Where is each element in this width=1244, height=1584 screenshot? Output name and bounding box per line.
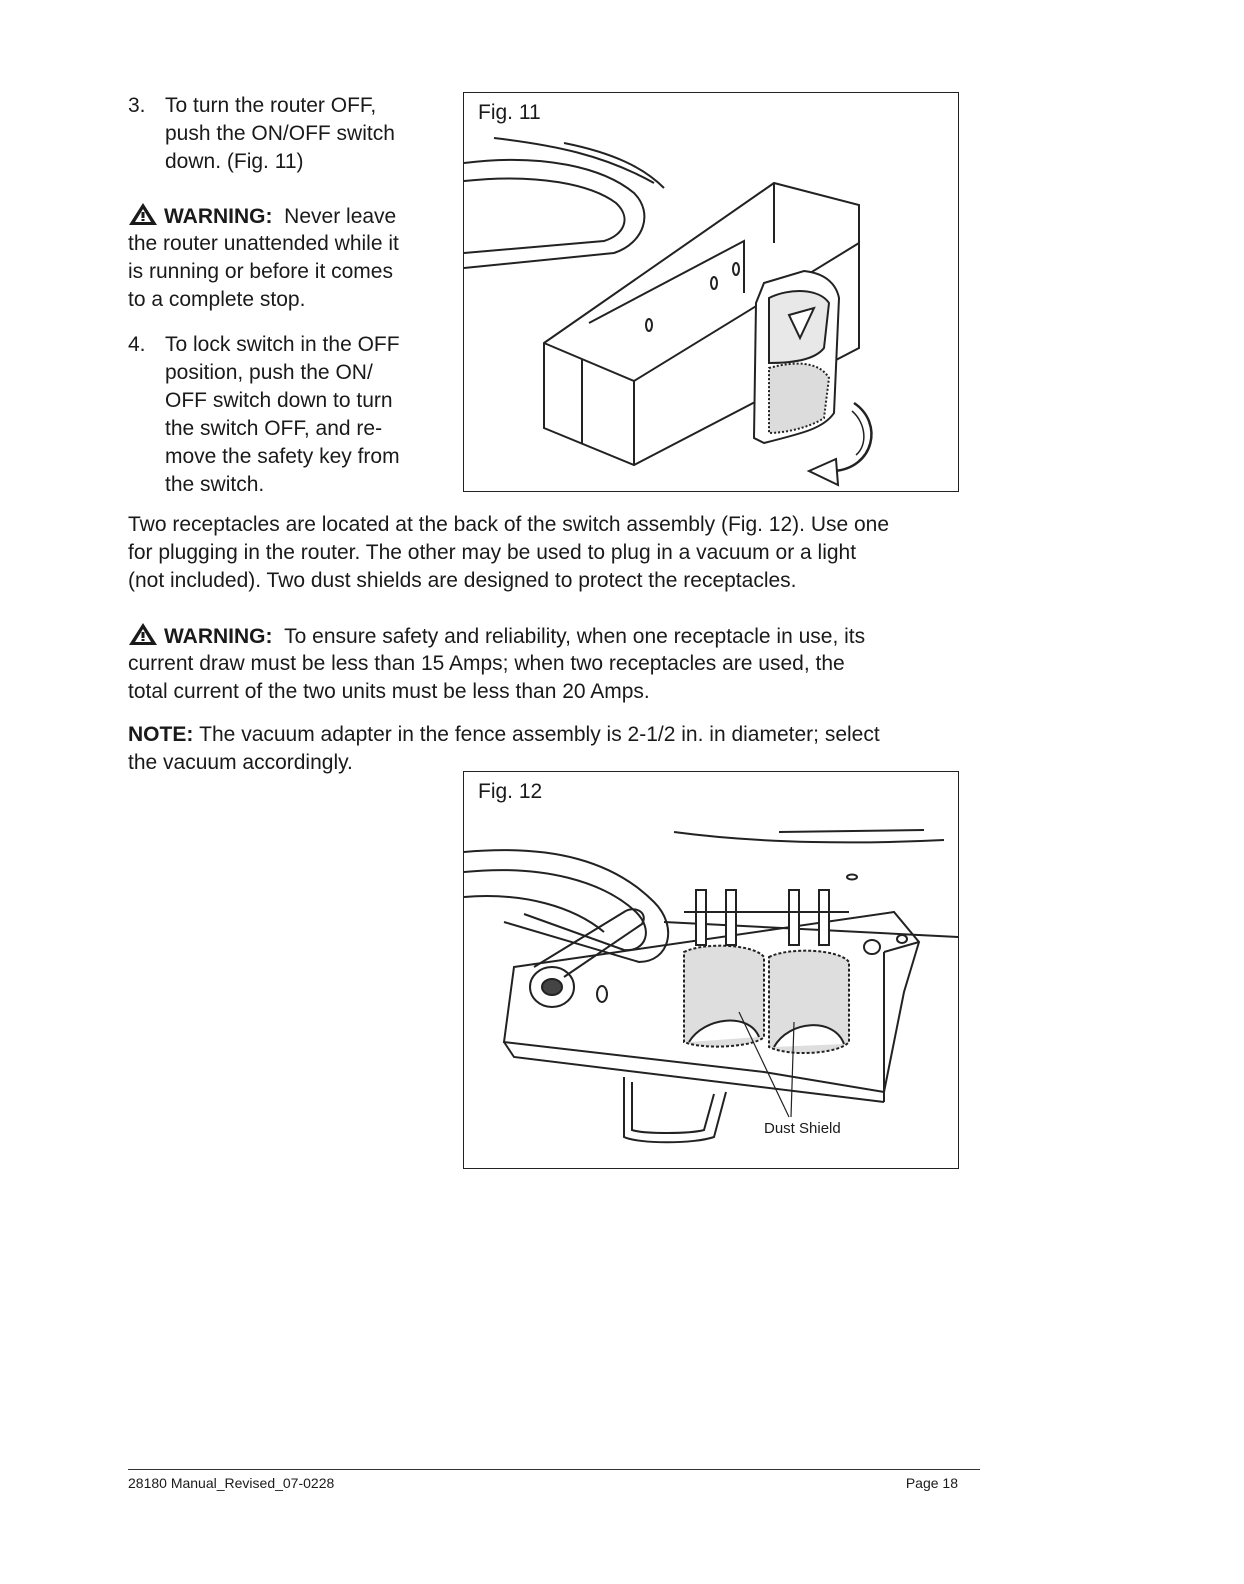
figure-12-label: Fig. 12 — [478, 780, 543, 803]
note-label: NOTE: — [128, 723, 194, 746]
step-3-number: 3. — [128, 94, 146, 117]
warning-1-line-3: to a complete stop. — [128, 288, 306, 311]
note-first-line-text: The vacuum adapter in the fence assembly is 2-1/2 in. in diameter; select — [199, 723, 880, 746]
footer-divider — [128, 1469, 980, 1470]
dust-shield-callout: Dust Shield — [764, 1120, 841, 1137]
step-4-line-1: To lock switch in the OFF — [165, 333, 400, 356]
footer-page-number: Page 18 — [905, 1475, 958, 1491]
switch-off-illustration — [464, 93, 958, 491]
figure-11 — [463, 92, 959, 492]
warning-triangle-icon — [128, 202, 158, 226]
figure-12 — [463, 771, 959, 1169]
warning-1-line-2: is running or before it comes — [128, 260, 393, 283]
warning-triangle-icon — [128, 622, 158, 646]
warning-2-line-1: current draw must be less than 15 Amps; when two receptacles are used, the — [128, 652, 845, 675]
receptacles-line-1: Two receptacles are located at the back of the switch assembly (Fig. 12). Use one — [128, 513, 890, 536]
warning-1-first-line: Never leave — [284, 205, 397, 228]
step-4-line-2: position, push the ON/ — [165, 361, 373, 384]
receptacles-line-3: (not included). Two dust shields are designed to protect the receptacles. — [128, 569, 797, 592]
warning-2-line-2: total current of the two units must be less than 20 Amps. — [128, 680, 650, 703]
note-first-line — [128, 721, 880, 749]
step-3-line-3: down. (Fig. 11) — [165, 150, 304, 173]
step-4-line-5: move the safety key from — [165, 445, 400, 468]
warning-1-heading — [128, 202, 396, 231]
footer-document-id: 28180 Manual_Revised_07-0228 — [128, 1475, 335, 1491]
receptacles-illustration — [464, 772, 958, 1168]
step-4-number: 4. — [128, 333, 146, 356]
note-line-2: the vacuum accordingly. — [128, 751, 353, 774]
warning-2-label: WARNING: — [164, 625, 273, 648]
warning-2-first-line: To ensure safety and reliability, when one receptacle in use, its — [284, 625, 866, 648]
step-4-line-3: OFF switch down to turn — [165, 389, 393, 412]
figure-11-label: Fig. 11 — [478, 101, 541, 124]
step-4-line-4: the switch OFF, and re- — [165, 417, 383, 440]
warning-1-line-1: the router unattended while it — [128, 232, 399, 255]
step-4-line-6: the switch. — [165, 473, 265, 496]
warning-2-heading — [128, 622, 865, 651]
step-3-line-1: To turn the router OFF, — [165, 94, 377, 117]
receptacles-line-2: for plugging in the router. The other may be used to plug in a vacuum or a light — [128, 541, 857, 564]
warning-1-label: WARNING: — [164, 205, 273, 228]
step-3-line-2: push the ON/OFF switch — [165, 122, 395, 145]
